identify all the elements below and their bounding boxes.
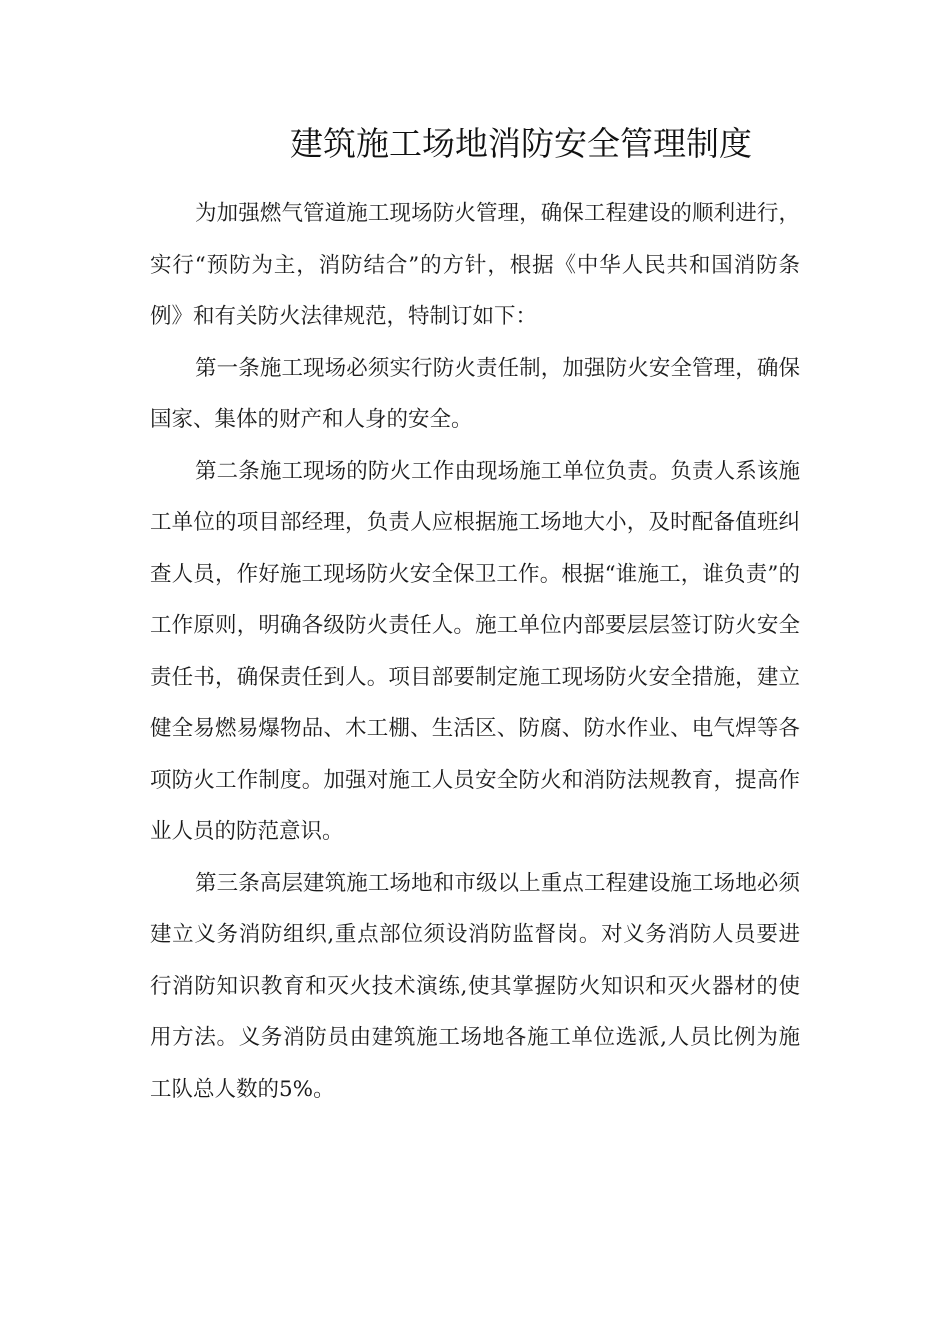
document-body [150, 188, 800, 1115]
article-3-paragraph: 第三条高层建筑施工场地和市级以上重点工程建设施工场地必须建立义务消防组织,重点部位须设消防监督岗。对义务消防人员要进行消防知识教育和灭火技术演练,使其掌握防火知识和灭火器材的使用方法。义务消防员由建筑施工场地各施工单位选派,人员比例为施工队总人数的5%。 [150, 870, 800, 1102]
article-1-paragraph: 第一条施工现场必须实行防火责任制，加强防火安全管理，确保国家、集体的财产和人身的安全。 [150, 355, 800, 432]
intro-paragraph: 为加强燃气管道施工现场防火管理，确保工程建设的顺利进行，实行“预防为主，消防结合”的方针，根据《中华人民共和国消防条例》和有关防火法律规范，特制订如下： [150, 201, 800, 329]
document-title: 建筑施工场地消防安全管理制度 [290, 124, 752, 163]
article-2-paragraph: 第二条施工现场的防火工作由现场施工单位负责。负责人系该施工单位的项目部经理，负责人应根据施工场地大小，及时配备值班纠查人员，作好施工现场防火安全保卫工作。根据“谁施工，谁负责”的工作原则，明确各级防火责任人。施工单位内部要层层签订防火安全责任书，确保责任到人。项目部要制定施工现场防火安全措施，建立健全易燃易爆物品、木工棚、生活区、防腐、防水作业、电气焊等各项防火工作制度。加强对施工人员安全防火和消防法规教育，提高作业人员的防范意识。 [150, 458, 800, 844]
